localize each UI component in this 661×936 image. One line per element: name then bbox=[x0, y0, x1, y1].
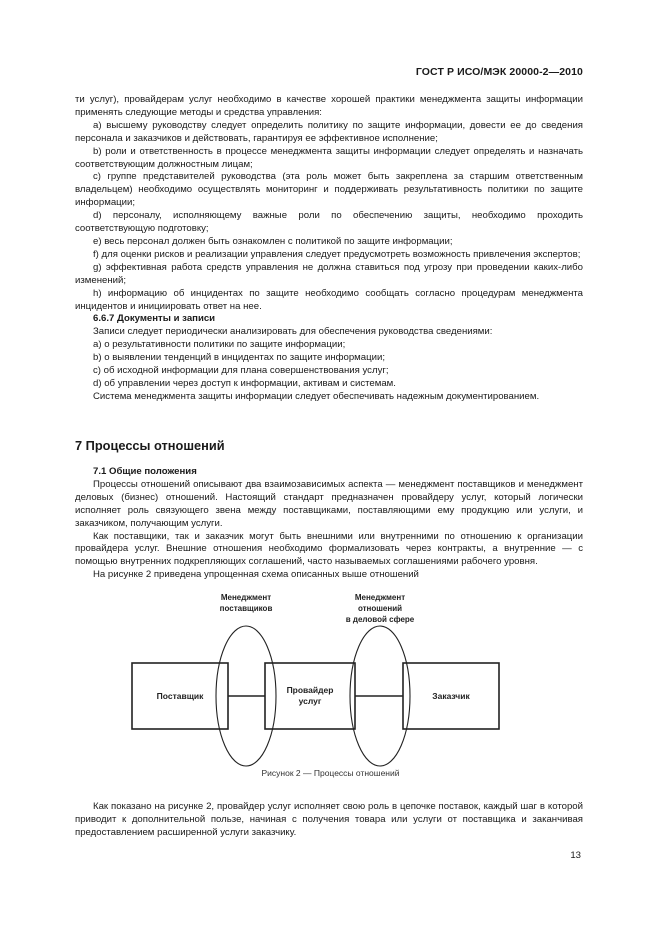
label-supplier-management-line1: Менеджмент bbox=[220, 593, 272, 602]
paragraph: Процессы отношений описывают два взаимозависимых аспекта — менеджмент поставщиков и менеджмент деловых (бизнес) отношений. Настоящий стандарт предназначен провайдеру услуг, который логически исполняет роль связующего звена между поставщиками, поставляющими ему продукцию или услуги, и заказчиком, получающим услуги. bbox=[75, 478, 583, 529]
label-supplier-management-line2: поставщиков bbox=[219, 604, 273, 613]
paragraph: Система менеджмента защиты информации следует обеспечивать надежным документированием. bbox=[93, 390, 540, 402]
label-business-relationship-line3: в деловой сфере bbox=[345, 615, 415, 624]
standard-header: ГОСТ Р ИСО/МЭК 20000-2—2010 bbox=[415, 66, 583, 78]
supplier-label: Поставщик bbox=[156, 691, 204, 701]
section-heading-6-6-7: 6.6.7 Документы и записи bbox=[93, 313, 216, 325]
list-item: g) эффективная работа средств управления не должна ставиться под угрозу при проведении каких-либо изменений; bbox=[75, 261, 583, 286]
section-heading-7: 7 Процессы отношений bbox=[75, 438, 225, 453]
label-business-relationship-line2: отношений bbox=[357, 604, 403, 613]
list-item: d) персоналу, исполняющему важные роли по обеспечению защиты, необходимо проходить соответствующую подготовку; bbox=[75, 210, 583, 235]
list-item: b) роли и ответственность в процессе менеджмента защиты информации следует определять и назначать соответствующим должностным лицам; bbox=[75, 145, 583, 170]
list-item: с) группе представителей руководства (эта роль может быть закреплена за старшим ответственным владельцем) необходимо осуществлять мониторинг и поддерживать результативность политики по защите информации; bbox=[75, 171, 583, 209]
paragraph: Записи следует периодически анализировать для обеспечения руководства сведениями: bbox=[93, 326, 493, 338]
list-item: h) информацию об инцидентах по защите необходимо сообщать согласно процедурам менеджмента инцидентов и инициировать ответ на нее. bbox=[75, 287, 583, 312]
service-provider-label-line1: Провайдер bbox=[286, 685, 334, 695]
section-heading-7-1: 7.1 Общие положения bbox=[93, 466, 197, 477]
list-item: а) о результативности политики по защите информации; bbox=[93, 339, 346, 351]
list-item: с) об исходной информации для плана совершенствования услуг; bbox=[93, 365, 389, 377]
label-business-relationship-line1: Менеджмент bbox=[354, 593, 406, 602]
list-item: b) о выявлении тенденций в инцидентах по защите информации; bbox=[93, 352, 385, 364]
paragraph: Как поставщики, так и заказчик могут быть внешними или внутренними по отношению к организации провайдера услуг. Внешние отношения необходимо формализовать через контракты, а внутренние — с помощью внутренних подкрепляющих соглашений, часто называемых соглашениями рабочего уровня. bbox=[75, 530, 583, 568]
list-item: а) высшему руководству следует определить политику по защите информации, довести ее до сведения персонала и заказчиков и действовать, гарантируя ее эффективное исполнение; bbox=[75, 119, 583, 144]
list-item: d) об управлении через доступ к информации, активам и системам. bbox=[93, 377, 396, 389]
customer-label: Заказчик bbox=[432, 691, 470, 701]
paragraph: Как показано на рисунке 2, провайдер услуг исполняет свою роль в цепочке поставок, каждый шаг в которой приводит к дополнительной пользе, начиная с получения товара или услуги от поставщика и заканчивая предоставлением расширенной услуги заказчику. bbox=[75, 801, 583, 838]
page-number: 13 bbox=[570, 850, 581, 861]
closing-section bbox=[75, 801, 583, 840]
list-item: f) для оценки рисков и реализации управления следует предусмотреть возможность привлечения экспертов; bbox=[93, 248, 581, 260]
paragraph: ти услуг), провайдерам услуг необходимо в качестве хорошей практики менеджмента защиты информации применять следующие методы и средства управления: bbox=[75, 94, 583, 118]
paragraph: На рисунке 2 приведена упрощенная схема описанных выше отношений bbox=[93, 569, 419, 581]
figure-caption: Рисунок 2 — Процессы отношений bbox=[261, 768, 400, 778]
service-provider-label-line2: услуг bbox=[298, 696, 322, 706]
list-item: е) весь персонал должен быть ознакомлен с политикой по защите информации; bbox=[93, 235, 453, 247]
